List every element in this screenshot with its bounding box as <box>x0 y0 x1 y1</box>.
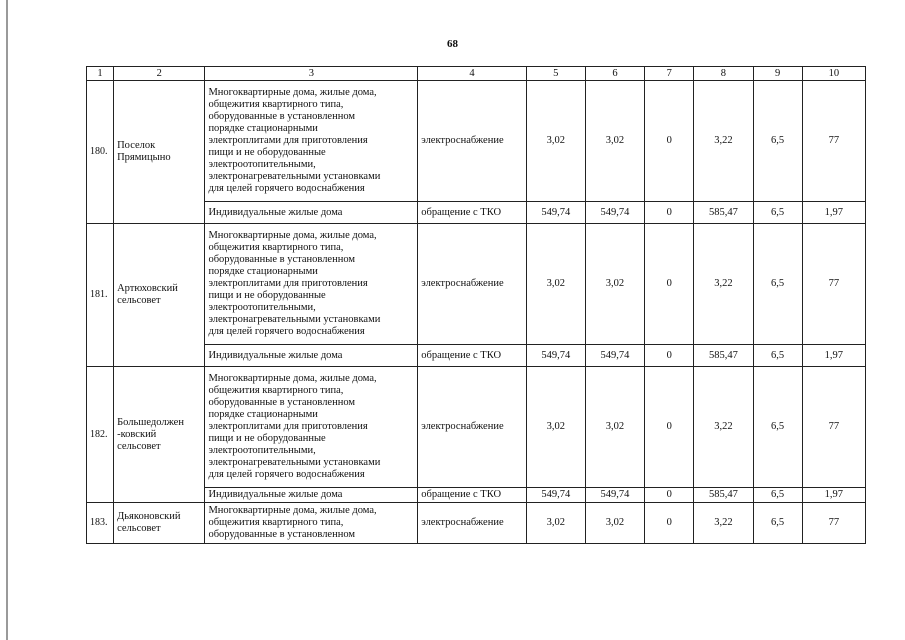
tariff-table <box>86 66 866 544</box>
value-col-10: 1,97 <box>802 345 865 367</box>
column-header: 6 <box>585 67 644 81</box>
value-col-8: 3,22 <box>694 367 753 488</box>
value-col-6: 3,02 <box>585 503 644 544</box>
value-col-8: 3,22 <box>694 81 753 202</box>
value-col-6: 549,74 <box>585 202 644 224</box>
value-col-7: 0 <box>645 488 694 503</box>
value-col-9: 6,5 <box>753 224 802 345</box>
value-col-8: 3,22 <box>694 224 753 345</box>
utility-service: обращение с ТКО <box>418 488 526 503</box>
table-row <box>87 503 866 544</box>
column-header: 8 <box>694 67 753 81</box>
row-number: 182. <box>87 367 114 503</box>
scan-left-edge <box>6 0 8 640</box>
value-col-9: 6,5 <box>753 367 802 488</box>
value-col-5: 549,74 <box>526 202 585 224</box>
value-col-5: 3,02 <box>526 503 585 544</box>
column-header: 2 <box>114 67 205 81</box>
column-header: 4 <box>418 67 526 81</box>
value-col-6: 3,02 <box>585 224 644 345</box>
value-col-5: 3,02 <box>526 81 585 202</box>
table-row <box>87 81 866 202</box>
page-number: 68 <box>447 38 458 50</box>
value-col-7: 0 <box>645 345 694 367</box>
value-col-7: 0 <box>645 202 694 224</box>
column-header: 7 <box>645 67 694 81</box>
utility-service: электроснабжение <box>418 367 526 488</box>
table-row <box>87 367 866 488</box>
value-col-9: 6,5 <box>753 345 802 367</box>
row-number: 181. <box>87 224 114 367</box>
value-col-7: 0 <box>645 224 694 345</box>
value-col-9: 6,5 <box>753 202 802 224</box>
column-number-row <box>87 67 866 81</box>
settlement-name: Дьяконовский сельсовет <box>114 503 205 544</box>
value-col-7: 0 <box>645 81 694 202</box>
table-row <box>87 224 866 345</box>
column-header: 5 <box>526 67 585 81</box>
value-col-5: 549,74 <box>526 345 585 367</box>
value-col-8: 585,47 <box>694 202 753 224</box>
consumer-category: Многоквартирные дома, жилые дома, общежития квартирного типа, оборудованные в установленном порядке стационарными электроплитами для приготовления пищи и не оборудованные электроотопительными, электронагревательными установками для целей горячего водоснабжения <box>205 367 418 488</box>
utility-service: обращение с ТКО <box>418 345 526 367</box>
consumer-category: Индивидуальные жилые дома <box>205 345 418 367</box>
value-col-6: 549,74 <box>585 488 644 503</box>
column-header: 9 <box>753 67 802 81</box>
column-header: 10 <box>802 67 865 81</box>
value-col-10: 1,97 <box>802 488 865 503</box>
value-col-9: 6,5 <box>753 81 802 202</box>
settlement-name: Большедолжен -ковский сельсовет <box>114 367 205 503</box>
value-col-10: 77 <box>802 224 865 345</box>
utility-service: электроснабжение <box>418 81 526 202</box>
value-col-5: 3,02 <box>526 224 585 345</box>
value-col-5: 549,74 <box>526 488 585 503</box>
value-col-10: 77 <box>802 81 865 202</box>
utility-service: электроснабжение <box>418 503 526 544</box>
row-number: 183. <box>87 503 114 544</box>
value-col-8: 3,22 <box>694 503 753 544</box>
utility-service: электроснабжение <box>418 224 526 345</box>
utility-service: обращение с ТКО <box>418 202 526 224</box>
value-col-10: 77 <box>802 367 865 488</box>
value-col-10: 1,97 <box>802 202 865 224</box>
settlement-name: Артюховский сельсовет <box>114 224 205 367</box>
consumer-category: Индивидуальные жилые дома <box>205 202 418 224</box>
value-col-10: 77 <box>802 503 865 544</box>
consumer-category: Многоквартирные дома, жилые дома, общежития квартирного типа, оборудованные в установленном порядке стационарными электроплитами для приготовления пищи и не оборудованные электроотопительными, электронагревательными установками для целей горячего водоснабжения <box>205 224 418 345</box>
value-col-8: 585,47 <box>694 488 753 503</box>
value-col-5: 3,02 <box>526 367 585 488</box>
column-header: 1 <box>87 67 114 81</box>
consumer-category: Многоквартирные дома, жилые дома, общежития квартирного типа, оборудованные в установленном <box>205 503 418 544</box>
column-header: 3 <box>205 67 418 81</box>
settlement-name: Поселок Прямицыно <box>114 81 205 224</box>
consumer-category: Многоквартирные дома, жилые дома, общежития квартирного типа, оборудованные в установленном порядке стационарными электроплитами для приготовления пищи и не оборудованные электроотопительными, электронагревательными установками для целей горячего водоснабжения <box>205 81 418 202</box>
value-col-6: 3,02 <box>585 367 644 488</box>
consumer-category: Индивидуальные жилые дома <box>205 488 418 503</box>
value-col-6: 3,02 <box>585 81 644 202</box>
value-col-7: 0 <box>645 367 694 488</box>
value-col-6: 549,74 <box>585 345 644 367</box>
value-col-7: 0 <box>645 503 694 544</box>
row-number: 180. <box>87 81 114 224</box>
value-col-9: 6,5 <box>753 503 802 544</box>
value-col-8: 585,47 <box>694 345 753 367</box>
value-col-9: 6,5 <box>753 488 802 503</box>
